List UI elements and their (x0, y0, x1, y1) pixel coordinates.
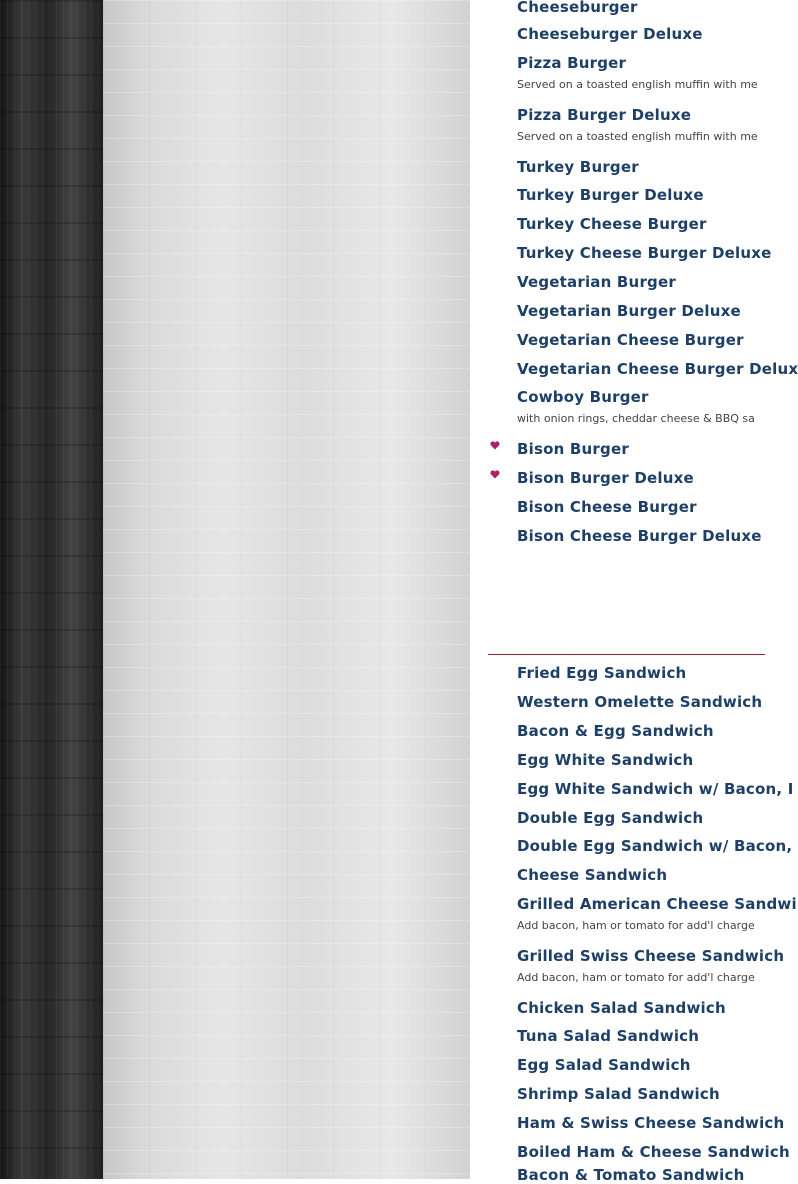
menu-list (470, 0, 798, 1184)
menu-item-name: Turkey Cheese Burger (517, 215, 707, 233)
menu-item-name: Grilled American Cheese Sandwi (517, 895, 797, 913)
menu-item[interactable] (517, 780, 794, 798)
menu-item[interactable] (517, 722, 714, 740)
menu-item-name: Western Omelette Sandwich (517, 693, 763, 711)
heart-icon (490, 441, 500, 451)
menu-item-name: Turkey Cheese Burger Deluxe (517, 244, 772, 262)
menu-item[interactable] (517, 1085, 720, 1103)
menu-item[interactable] (517, 947, 784, 985)
menu-item-name: Ham & Swiss Cheese Sandwich (517, 1114, 785, 1132)
menu-item[interactable] (517, 527, 762, 545)
menu-item[interactable] (517, 1027, 699, 1045)
menu-item[interactable] (517, 302, 741, 320)
section-divider (488, 654, 765, 655)
menu-item[interactable] (517, 837, 792, 855)
dark-wood-panel (0, 0, 103, 1179)
menu-item[interactable] (517, 331, 744, 349)
menu-item-description: Add bacon, ham or tomato for add'l charge (517, 971, 755, 984)
menu-item[interactable] (517, 106, 758, 144)
menu-item-name: Tuna Salad Sandwich (517, 1027, 700, 1045)
menu-item-name: Fried Egg Sandwich (517, 664, 687, 682)
menu-item[interactable] (517, 1114, 784, 1132)
menu-item-name: Bison Cheese Burger Deluxe (517, 527, 762, 545)
menu-item[interactable] (517, 498, 697, 516)
menu-item-name: Cheeseburger Deluxe (517, 25, 703, 43)
menu-item[interactable] (517, 244, 772, 262)
light-wood-panel (103, 0, 470, 1179)
menu-item-description: Add bacon, ham or tomato for add'l charge (517, 919, 755, 932)
menu-item[interactable] (517, 1143, 790, 1161)
menu-item-name: Cheeseburger (517, 0, 638, 16)
menu-item-name: Grilled Swiss Cheese Sandwich (517, 947, 785, 965)
menu-item[interactable] (517, 469, 694, 487)
menu-item-name: Vegetarian Burger Deluxe (517, 302, 741, 320)
menu-item[interactable] (517, 999, 726, 1017)
menu-item[interactable] (517, 1056, 691, 1074)
menu-item[interactable] (517, 186, 704, 204)
menu-item[interactable] (517, 158, 639, 176)
menu-item-name: Boiled Ham & Cheese Sandwich (517, 1143, 790, 1161)
menu-item-name: Vegetarian Cheese Burger (517, 331, 744, 349)
menu-item-name: Turkey Burger Deluxe (517, 186, 704, 204)
menu-item-name: Bison Burger Deluxe (517, 469, 694, 487)
menu-item[interactable] (517, 0, 638, 16)
menu-item-name: Turkey Burger (517, 158, 639, 176)
menu-item-name: Bison Burger (517, 440, 629, 458)
menu-item[interactable] (517, 809, 703, 827)
menu-item-name: Egg Salad Sandwich (517, 1056, 691, 1074)
menu-item-description: with onion rings, cheddar cheese & BBQ sa (517, 412, 755, 425)
menu-item[interactable] (517, 664, 686, 682)
menu-item-name: Egg White Sandwich (517, 751, 694, 769)
menu-item-name: Egg White Sandwich w/ Bacon, I (517, 780, 794, 798)
menu-item-name: Vegetarian Cheese Burger Delux (517, 360, 798, 378)
menu-item-name: Double Egg Sandwich (517, 809, 704, 827)
menu-item-name: Cowboy Burger (517, 388, 649, 406)
menu-item-name: Vegetarian Burger (517, 273, 676, 291)
menu-item-name: Chicken Salad Sandwich (517, 999, 726, 1017)
menu-item[interactable] (517, 693, 762, 711)
menu-item[interactable] (517, 895, 797, 933)
menu-item-name: Pizza Burger Deluxe (517, 106, 692, 124)
menu-item-name: Bacon & Tomato Sandwich (517, 1166, 745, 1184)
menu-item[interactable] (517, 360, 798, 378)
menu-item[interactable] (517, 751, 693, 769)
menu-item[interactable] (517, 1166, 744, 1184)
menu-item-description: Served on a toasted english muffin with me (517, 78, 758, 91)
menu-item-name: Bison Cheese Burger (517, 498, 697, 516)
menu-item[interactable] (517, 273, 676, 291)
menu-item[interactable] (517, 440, 629, 458)
menu-item-name: Double Egg Sandwich w/ Bacon, (517, 837, 793, 855)
menu-item[interactable] (517, 388, 755, 426)
menu-item[interactable] (517, 25, 703, 43)
menu-item[interactable] (517, 866, 667, 884)
menu-item-name: Shrimp Salad Sandwich (517, 1085, 720, 1103)
menu-item[interactable] (517, 54, 758, 92)
menu-item-description: Served on a toasted english muffin with me (517, 130, 758, 143)
menu-item-name: Pizza Burger (517, 54, 627, 72)
heart-icon (490, 470, 500, 480)
menu-item[interactable] (517, 215, 707, 233)
menu-item-name: Bacon & Egg Sandwich (517, 722, 714, 740)
menu-item-name: Cheese Sandwich (517, 866, 668, 884)
